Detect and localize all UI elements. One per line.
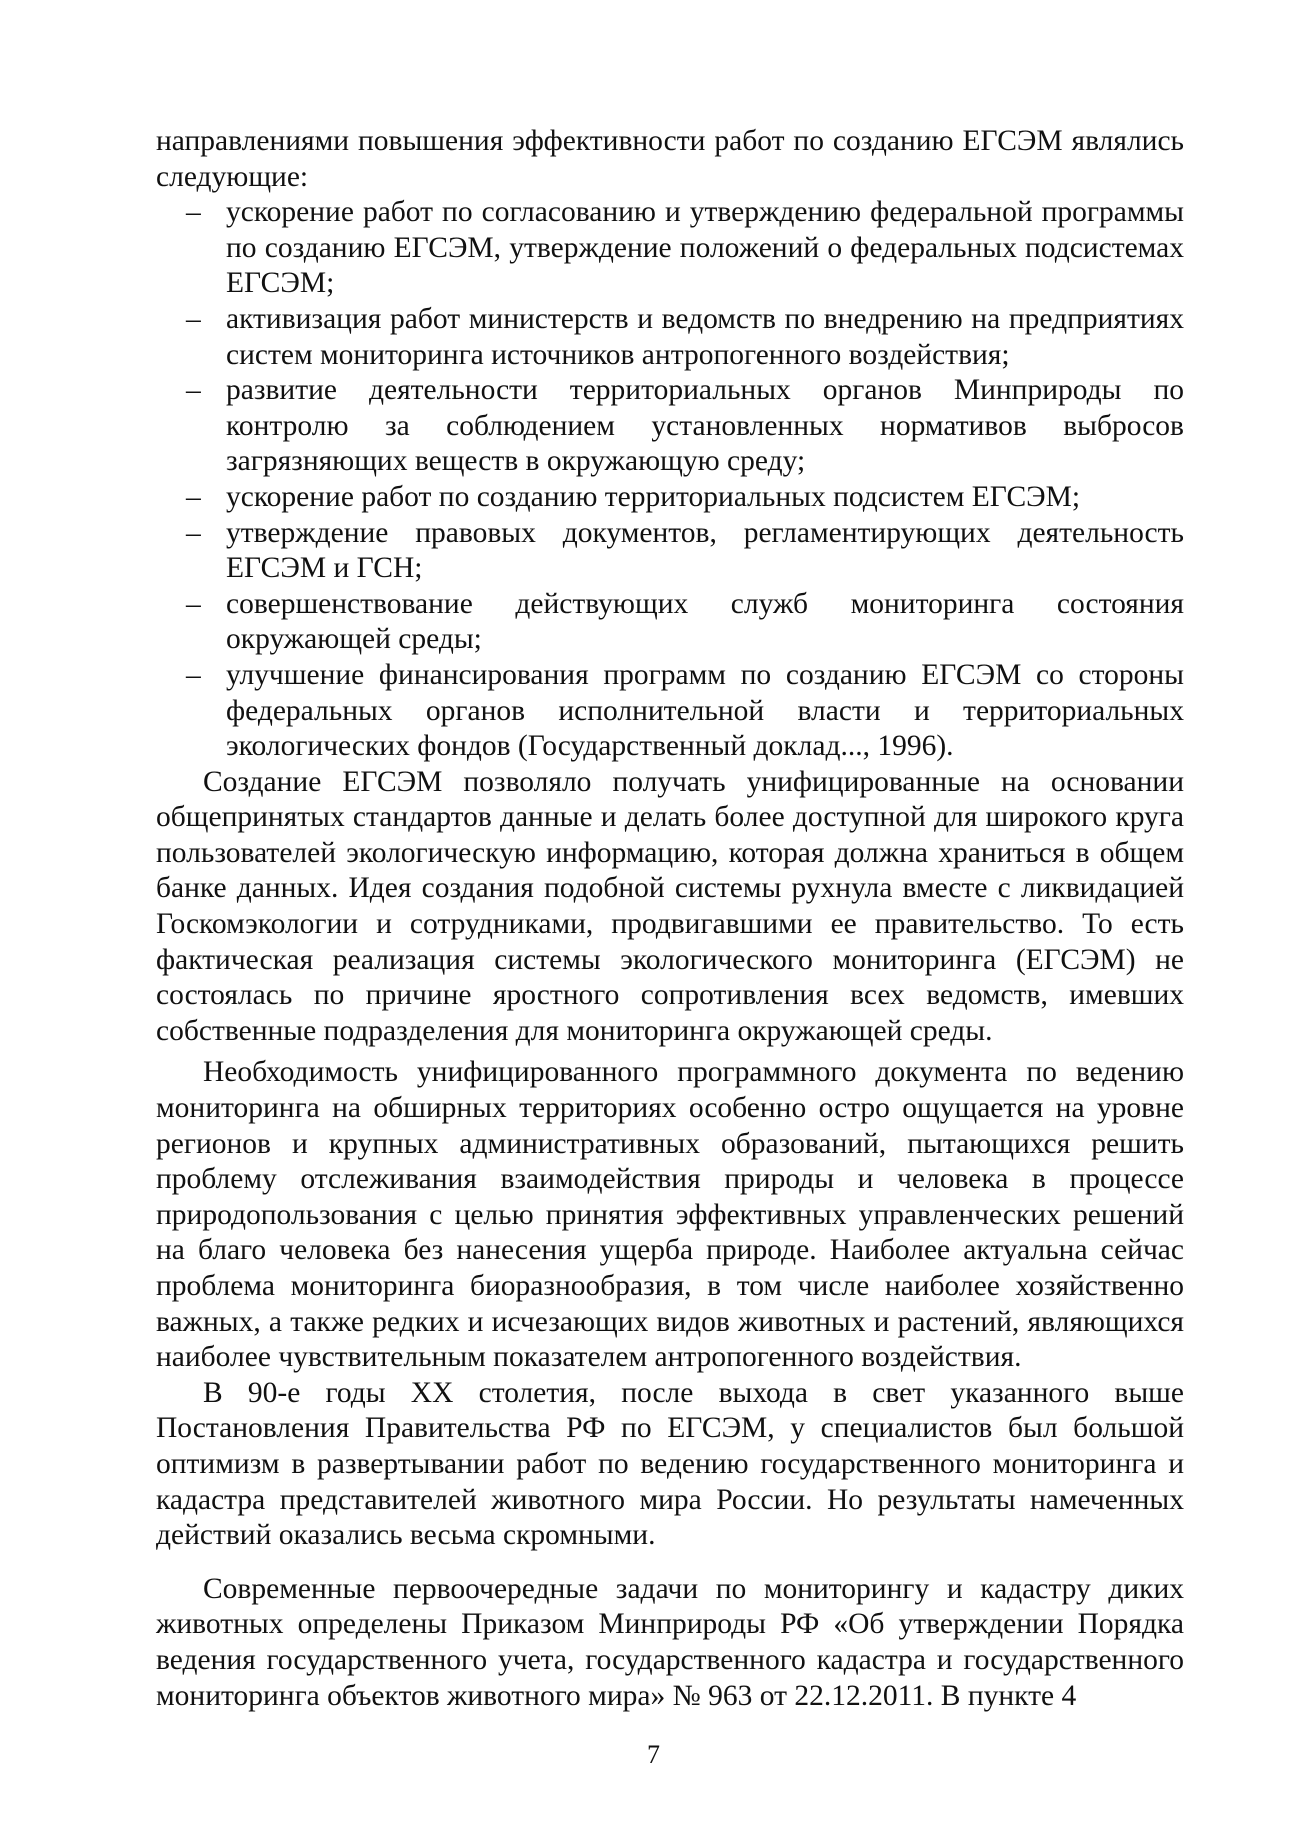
list-item-text: активизация работ министерств и ведомств по внедрению на предприятиях систем мониторинга источников антропогенного воздействия;	[226, 302, 1184, 371]
dash-marker: –	[186, 658, 201, 691]
body-paragraph: Необходимость унифицированного программного документа по ведению мониторинга на обширных территориях особенно остро ощущается на уровне регионов и крупных административных образований, пытающихся решить проблему отслеживания взаимодействия природы и человека в процессе природопользования с целью принятия эффективных управленческих решений на благо человека без нанесения ущерба природе. Наиболее актуальна сейчас проблема мониторинга биоразнообразия, в том числе наиболее хозяйственно важных, а также редких и исчезающих видов животных и растений, являющихся наиболее чувствительным показателем антропогенного воздействия.	[156, 1056, 1184, 1374]
dash-marker: –	[186, 480, 201, 513]
dash-marker: –	[186, 587, 201, 620]
list-item	[156, 480, 1184, 516]
list-item-text: совершенствование действующих служб мониторинга состояния окружающей среды;	[226, 587, 1184, 656]
measures-list	[156, 195, 1184, 765]
list-item	[156, 302, 1184, 373]
list-item-text: ускорение работ по согласованию и утверждению федеральной программы по созданию ЕГСЭМ, утверждение положений о федеральных подсистемах ЕГСЭМ;	[226, 196, 1184, 300]
list-item-text: утверждение правовых документов, регламентирующих деятельность ЕГСЭМ и ГСН;	[226, 516, 1184, 585]
page-number: 7	[647, 1740, 660, 1769]
dash-marker: –	[186, 516, 201, 549]
document-page	[156, 124, 1184, 1714]
list-item	[156, 195, 1184, 302]
list-item	[156, 516, 1184, 587]
list-item-text: ускорение работ по созданию территориальных подсистем ЕГСЭМ;	[226, 480, 1081, 513]
list-item-text: улучшение финансирования программ по созданию ЕГСЭМ со стороны федеральных органов исполнительной власти и территориальных экологических фондов (Государственный доклад..., 1996).	[226, 658, 1184, 763]
dash-marker: –	[186, 196, 201, 229]
list-item-text: развитие деятельности территориальных органов Минприроды по контролю за соблюдением установленных нормативов выбросов загрязняющих веществ в окружающую среду;	[226, 374, 1184, 478]
body-paragraph: Создание ЕГСЭМ позволяло получать унифицированные на основании общепринятых стандартов данные и делать более доступной для широкого круга пользователей экологическую информацию, которая должна храниться в общем банке данных. Идея создания подобной системы рухнула вместе с ликвидацией Госкомэкологии и сотрудниками, продвигавшими ее правительство. То есть фактическая реализация системы экологического мониторинга (ЕГСЭМ) не состоялась по причине яростного сопротивления всех ведомств, имевших собственные подразделения для мониторинга окружающей среды.	[156, 765, 1184, 1047]
list-item	[156, 658, 1184, 765]
list-item	[156, 587, 1184, 658]
body-paragraph: В 90-е годы XX столетия, после выхода в свет указанного выше Постановления Правительства РФ по ЕГСЭМ, у специалистов был большой оптимизм в развертывании работ по ведению государственного мониторинга и кадастра представителей животного мира России. Но результаты намеченных действий оказались весьма скромными.	[156, 1376, 1184, 1552]
intro-text: направлениями повышения эффективности работ по созданию ЕГСЭМ являлись следующие:	[156, 125, 1184, 193]
dash-marker: –	[186, 302, 201, 335]
list-item	[156, 373, 1184, 480]
body-paragraph: Современные первоочередные задачи по мониторингу и кадастру диких животных определены Приказом Минприроды РФ «Об утверждении Порядка ведения государственного учета, государственного кадастра и государственного мониторинга объектов животного мира» № 963 от 22.12.2011. В пункте 4	[156, 1572, 1184, 1712]
dash-marker: –	[186, 374, 201, 407]
